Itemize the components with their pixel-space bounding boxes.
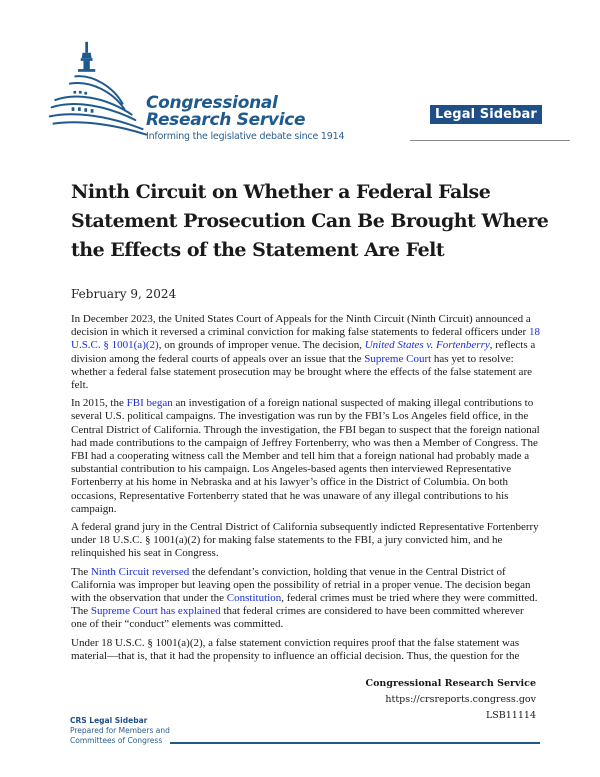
footer-line-2: Committees of Congress xyxy=(70,736,163,745)
paragraph-4 xyxy=(71,566,541,632)
publication-date: February 9, 2024 xyxy=(71,287,177,301)
brand-name xyxy=(146,95,305,129)
link-supreme-court-has-explained[interactable]: Supreme Court has explained xyxy=(90,605,221,618)
link-constitution[interactable]: Constitution xyxy=(226,592,282,605)
report-id: LSB11114 xyxy=(485,710,536,722)
text: that federal crimes are considered to have been committed wherever one of their “conduct” elements was committed. xyxy=(71,605,524,631)
capitol-dome-icon xyxy=(48,40,148,140)
header-divider xyxy=(410,140,570,141)
link-18-usc-1001[interactable]: 18 U.S.C. § 1001(a)(2) xyxy=(71,326,540,352)
brand-line-2: Research Service xyxy=(146,110,306,130)
footer-line-1: Prepared for Members and xyxy=(70,726,170,735)
link-supreme-court[interactable]: Supreme Court xyxy=(364,352,432,365)
page-title: Ninth Circuit on Whether a Federal False Statement Prosecution Can Be Brought Where the Effects of the Statement Are Felt xyxy=(71,181,549,261)
text: , on grounds of improper venue. The decision, xyxy=(158,339,365,352)
brand-line-1: Congressional xyxy=(146,93,278,113)
text: A federal grand jury in the Central District of California subsequently indicted Representative Fortenberry under 18 U.S.C. § 1001(a)(2) for making false statements to the FBI, a jury convicted him, and he relinquished his seat in Congress. xyxy=(71,521,539,560)
link-united-states-v-fortenberry[interactable]: United States v. Fortenberry xyxy=(364,339,490,352)
link-fbi-began[interactable]: FBI began xyxy=(126,397,173,410)
footer-divider xyxy=(170,742,540,744)
tagline: Informing the legislative debate since 1914 xyxy=(146,131,345,142)
footer-org: Congressional Research Service xyxy=(365,678,536,690)
text: In 2015, the xyxy=(71,397,127,410)
footer-url: https://crsreports.congress.gov xyxy=(385,694,536,706)
footer-info xyxy=(366,676,536,724)
text: has yet to resolve: whether a federal false statement prosecution may be brought where the effects of the false statement are felt. xyxy=(71,352,532,392)
text: In December 2023, the United States Court of Appeals for the Ninth Circuit (Ninth Circuit) announced a decision in which it reversed a criminal conviction for making false statements to federal officers under xyxy=(71,313,531,339)
paragraph-2 xyxy=(71,397,541,516)
text: the defendant’s conviction, holding that venue in the Central District of California was improper but leaving open the possibility of retrial in a proper venue. The decision began with the observation that under the xyxy=(71,565,531,605)
footer-series xyxy=(70,716,170,746)
legal-sidebar-badge: Legal Sidebar xyxy=(430,105,542,124)
text: an investigation of a foreign national suspected of making illegal contributions to several U.S. political campaigns. The investigation was run by the FBI’s Los Angeles field office, in the Central District of California. Through the investigation, the FBI began to suspect that the foreign national had made contributions to the campaign of Jeffrey Fortenberry, who was then a Member of Congress. The FBI had a cooperating witness call the Member and tell him that a foreign national had probably made a substantial contribution to his campaign. Los Angeles-based agents then interviewed Representative Fortenberry at his home in Nebraska and at his lawyer’s office in the District of Columbia. On both occasions, Representative Fortenberry stated that he was unaware of any illegal contributions to his campaign. xyxy=(71,397,540,515)
text: The xyxy=(71,565,91,578)
paragraph-1 xyxy=(71,313,541,392)
footer-series-title: CRS Legal Sidebar xyxy=(70,716,148,725)
paragraph-5 xyxy=(71,637,541,663)
link-ninth-circuit-reversed[interactable]: Ninth Circuit reversed xyxy=(90,565,190,578)
paragraph-3 xyxy=(71,521,541,561)
text: , reflects a division among the federal courts of appeals over an issue that the xyxy=(71,339,536,365)
text: , federal crimes must be tried where they were committed. The xyxy=(71,592,538,618)
text: Under 18 U.S.C. § 1001(a)(2), a false statement conviction requires proof that the false statement was material—that is, that it had the propensity to influence an official decision. Thus, the question for the xyxy=(71,636,520,662)
article-body xyxy=(71,313,541,668)
